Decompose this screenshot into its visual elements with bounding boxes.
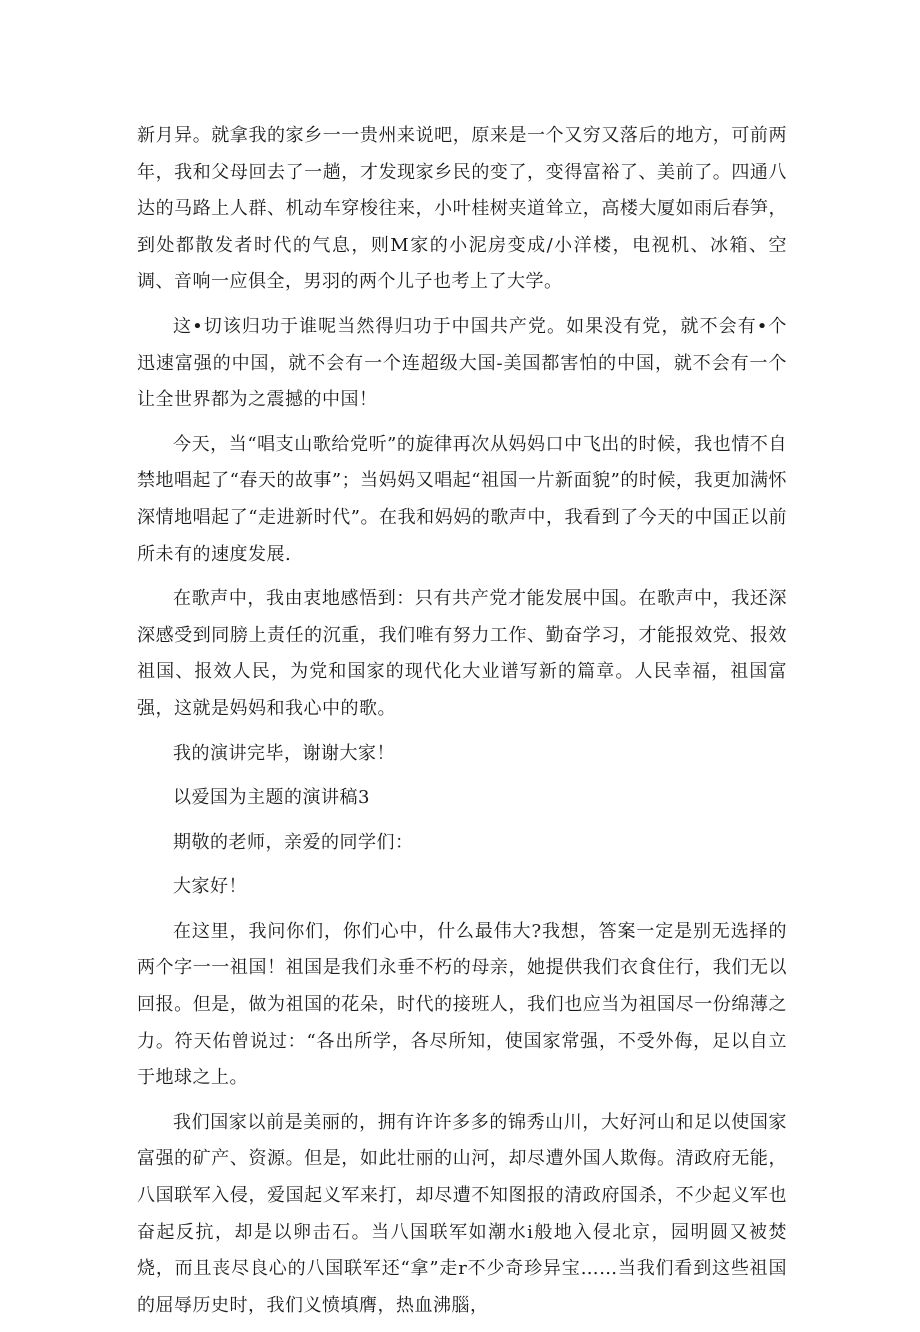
paragraph-3: 今天，当“唱支山歌给党听”的旋律再次从妈妈口中飞出的时候，我也情不自禁地唱起了“春天的故事”；当妈妈又唱起“祖国一片新面貌”的时候，我更加满怀深情地唱起了“走进新时代”。在我和妈妈的歌声中，我看到了今天的中国正以前所未有的速度发展. xyxy=(137,433,787,565)
document-body xyxy=(137,118,787,1332)
paragraph-5: 在这里，我问你们，你们心中，什么最伟大?我想，答案一定是别无选择的两个字一一祖国！祖国是我们永垂不朽的母亲，她提供我们衣食住行，我们无以回报。但是，做为祖国的花朵，时代的接班人，我们也应当为祖国尽一份绵薄之力。符天佑曾说过：“各出所学，各尽所知，使国家常强，不受外侮，足以自立于地球之上。 xyxy=(137,920,787,1089)
greeting: 大家好！ xyxy=(173,876,247,898)
paragraph-2: 这•切该归功于谁呢当然得归功于中国共产党。如果没有党，就不会有•个迅速富强的中国，就不会有一个连超级大国-美国都害怕的中国，就不会有一个让全世界都为之震撼的中国！ xyxy=(137,315,787,411)
section-heading: 以爱国为主题的演讲稿3 xyxy=(173,787,370,809)
salutation: 期敬的老师，亲爱的同学们： xyxy=(173,831,414,853)
paragraph-4: 在歌声中，我由衷地感悟到：只有共产党才能发展中国。在歌声中，我还深深感受到同膀上责任的沉重，我们唯有努力工作、勤奋学习，才能报效党、报效祖国、报效人民，为党和国家的现代化大业谱写新的篇章。人民幸福，祖国富强，这就是妈妈和我心中的歌。 xyxy=(137,588,787,719)
paragraph-6: 我们国家以前是美丽的，拥有许许多多的锦秀山川，大好河山和足以使国家富强的矿产、资源。但是，如此壮丽的山河，却尽遭外国人欺侮。清政府无能，八国联军入侵，爱国起义军来打，却尽遭不知图报的清政府国杀，不少起义军也奋起反抗，却是以卵击石。当八国联军如潮水i般地入侵北京，园明圆又被焚烧，而且丧尽良心的八国联军还“拿”走r不少奇珍异宝……当我们看到这些祖国的屈辱历史时，我们义愤填膺，热血沸腦， xyxy=(137,1111,787,1316)
paragraph-1: 新月异。就拿我的家乡一一贵州来说吧，原来是一个又穷又落后的地方，可前两年，我和父母回去了一趟，才发现家乡民的变了，变得富裕了、美前了。四通八达的马路上人群、机动车穿梭往来，小叶桂树夹道耸立，高楼大厦如雨后春笋，到处都散发者时代的气息，则M家的小泥房变成/小洋楼，电视机、冰箱、空调、音响一应俱全，男羽的两个儿子也考上了大学。 xyxy=(137,125,787,293)
paragraph-closing: 我的演讲完毕，谢谢大家！ xyxy=(173,742,395,764)
